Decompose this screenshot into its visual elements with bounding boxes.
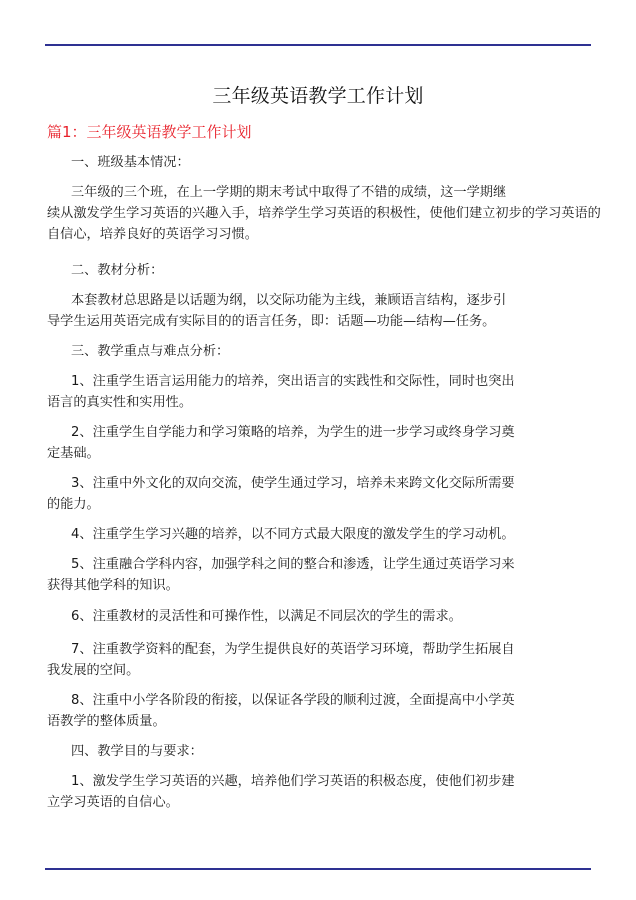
paragraph-line: 导学生运用英语完成有实际目的的语言任务，即：话题—功能—结构—任务。 xyxy=(47,314,496,329)
paragraph-line: 6、注重教材的灵活性和可操作性，以满足不同层次的学生的需求。 xyxy=(71,609,462,624)
paragraph-class-situation xyxy=(47,182,601,245)
paragraph-line: 语言的真实性和实用性。 xyxy=(47,395,193,410)
paragraph-line: 我发展的空间。 xyxy=(47,663,140,678)
list-item-5 xyxy=(47,554,592,596)
list-item-2 xyxy=(47,422,592,464)
paragraph-line: 续从激发学生学习英语的兴趣入手，培养学生学习英语的积极性，使他们建立初步的学习英语的 xyxy=(47,206,601,221)
section-heading-text: 三、教学重点与难点分析： xyxy=(71,344,230,359)
paragraph-line: 8、注重中小学各阶段的衔接，以保证各学段的顺利过渡，全面提高中小学英 xyxy=(71,693,515,708)
paragraph-line: 3、注重中外文化的双向交流，使学生通过学习，培养未来跨文化交际所需要 xyxy=(71,476,515,491)
paragraph-line: 获得其他学科的知识。 xyxy=(47,578,179,593)
paragraph-line: 2、注重学生自学能力和学习策略的培养，为学生的进一步学习或终身学习奠 xyxy=(71,425,515,440)
paragraph-line: 立学习英语的自信心。 xyxy=(47,795,179,810)
section-heading-text: 一、班级基本情况： xyxy=(71,155,190,170)
paragraph-line: 1、注重学生语言运用能力的培养，突出语言的实践性和交际性，同时也突出 xyxy=(71,374,515,389)
section-heading-1 xyxy=(47,152,592,173)
paragraph-line: 的能力。 xyxy=(47,497,100,512)
section-heading-text: 四、教学目的与要求： xyxy=(71,744,203,759)
footer-rule xyxy=(45,868,591,870)
list-item-6 xyxy=(47,606,592,627)
section-heading-4 xyxy=(47,741,592,762)
list-item-8 xyxy=(47,690,592,732)
section-heading-3 xyxy=(47,341,592,362)
list-item-1 xyxy=(47,371,592,413)
paragraph-line: 7、注重教学资料的配套，为学生提供良好的英语学习环境，帮助学生拓展自 xyxy=(71,642,515,657)
section-heading-2 xyxy=(47,260,592,281)
paragraph-line: 4、注重学生学习兴趣的培养，以不同方式最大限度的激发学生的学习动机。 xyxy=(71,527,515,542)
paragraph-line: 1、激发学生学习英语的兴趣，培养他们学习英语的积极态度，使他们初步建 xyxy=(71,774,515,789)
list-item-7 xyxy=(47,639,592,681)
article-heading: 篇1：三年级英语教学工作计划 xyxy=(47,123,252,141)
paragraph-line: 自信心，培养良好的英语学习习惯。 xyxy=(47,227,258,242)
paragraph-line: 三年级的三个班，在上一学期的期末考试中取得了不错的成绩，这一学期继 xyxy=(71,185,507,200)
header-rule xyxy=(45,44,591,46)
list-item-4 xyxy=(47,524,592,545)
paragraph-textbook-analysis xyxy=(47,290,592,332)
paragraph-line: 5、注重融合学科内容，加强学科之间的整合和渗透，让学生通过英语学习来 xyxy=(71,557,515,572)
document-title: 三年级英语教学工作计划 xyxy=(212,85,424,107)
paragraph-line: 本套教材总思路是以话题为纲，以交际功能为主线，兼顾语言结构，逐步引 xyxy=(71,293,507,308)
list-item-goal-1 xyxy=(47,771,592,813)
section-heading-text: 二、教材分析： xyxy=(71,263,164,278)
paragraph-line: 语教学的整体质量。 xyxy=(47,714,166,729)
list-item-3 xyxy=(47,473,592,515)
paragraph-line: 定基础。 xyxy=(47,446,100,461)
